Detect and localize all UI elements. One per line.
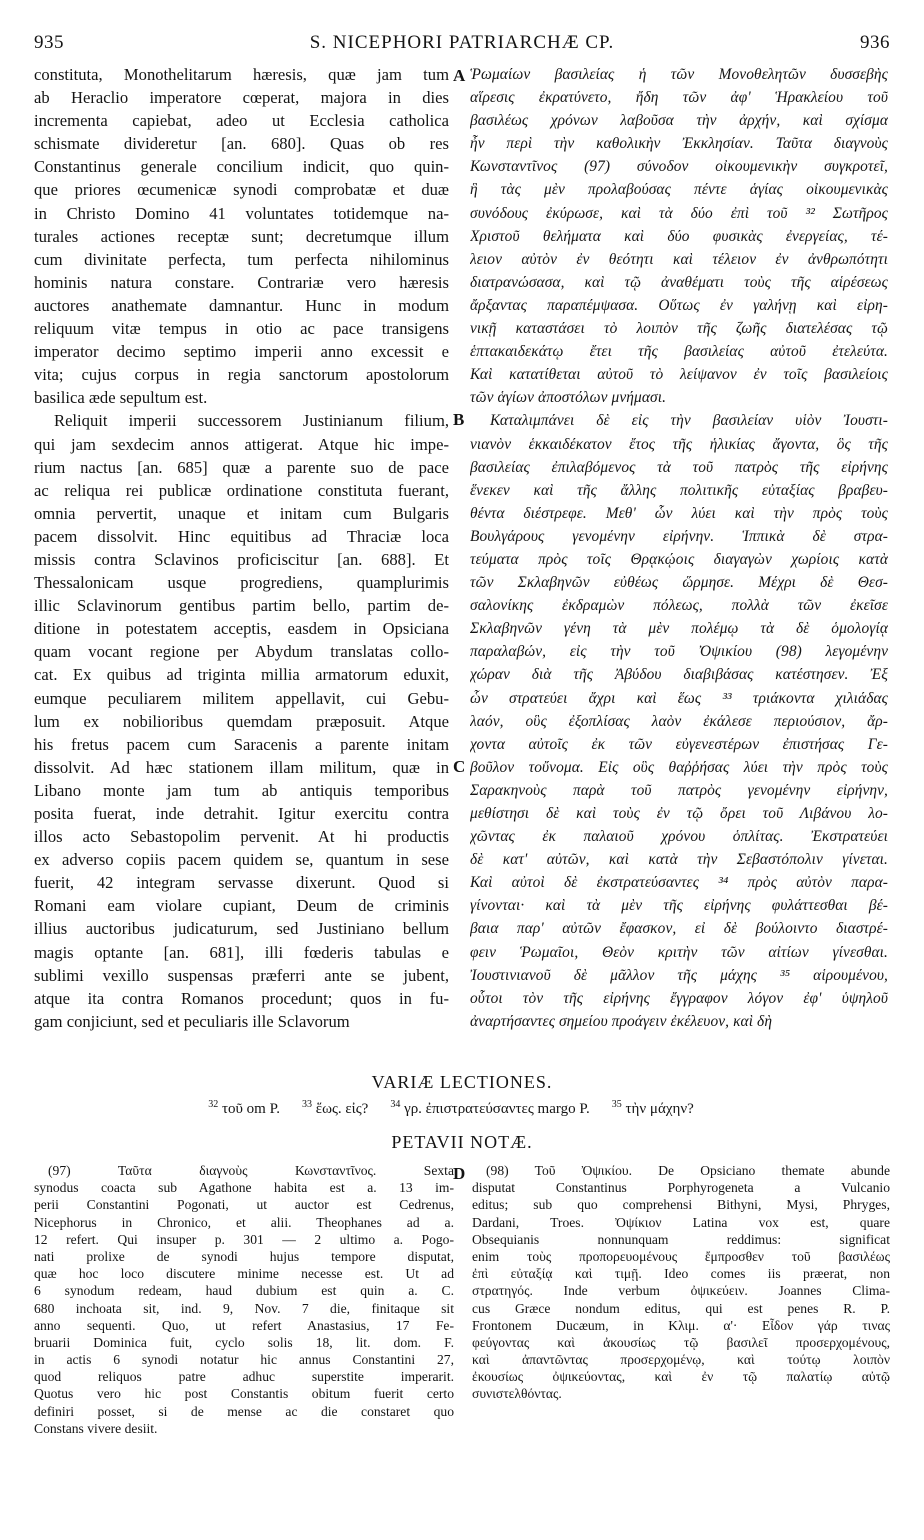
variant-text: τὴν μάχην? xyxy=(621,1101,694,1117)
latin-text-line: illic Sclavinorum gentibus partim bello, partim de- xyxy=(34,596,449,616)
latin-text-line: cum divinitate perfecta, tum perfecta nihilominus xyxy=(34,249,449,269)
greek-text-line: χώραν διὰ τῆς Ἀβύδου διαβιβάσας κατέστησεν. Ἐξ xyxy=(470,666,888,684)
note-line: bruarii Dominica fuit, cyclo solis 18, lit. dom. F. xyxy=(34,1334,454,1350)
greek-text-line: τῶν ἁγίων ἀποστόλων μνήμασι. xyxy=(470,389,667,407)
latin-text-line: posita fuerat, inde detrahit. Igitur exercitu contra xyxy=(34,804,449,823)
greek-text-line: Ῥωμαίων βασιλείας ἡ τῶν Μονοθελητῶν δυσσεβὴς xyxy=(470,66,888,83)
greek-text-line: Σκλαβηνῶν γένη τὰ μὲν πολέμῳ τὰ δὲ ὁμολογίᾳ xyxy=(470,620,888,638)
note-line: (98) Τοῦ Ὀψικίου. De Opsiciano themate abunde xyxy=(486,1163,890,1178)
greek-text-line: Σαρακηνοὺς παρὰ τοῦ πατρὸς γενομένην εἰρήνην, xyxy=(470,781,888,799)
latin-text-line: basilica æde sepultum est. xyxy=(34,388,208,408)
greek-text-line: ἕνεκεν καὶ τῆς ἄλλης πολιτικῆς εὐταξίας βραβευ- xyxy=(470,481,888,499)
variant-number: 33 xyxy=(302,1099,313,1110)
note-line: synodus coacta sub Agathone habita est a. 13 im- xyxy=(34,1180,454,1196)
greek-text-line: ἑπτακαιδεκάτῳ ἔτει τῆς βασιλείας αὐτοῦ ἐτελεύτα. xyxy=(470,343,888,361)
note-line: perii Constantini Pogonati, ut auctor est Cedrenus, xyxy=(34,1197,454,1213)
note-line: in actis 6 synodi notatur hic annus Constantini 27, xyxy=(34,1352,454,1368)
margin-marker-c: C xyxy=(453,757,466,776)
variant-number: 32 xyxy=(208,1099,219,1110)
greek-text-line: βαια παρ' αὐτῶν ἔφασκον, εἰ δὲ βούλοιντο διαστρέ- xyxy=(470,920,888,938)
variant-entry xyxy=(208,1101,280,1117)
greek-text-line: νικῇ καταστάσει τὸ λοιπὸν τῆς ζωῆς διατελέσας τῷ xyxy=(470,320,888,338)
latin-text-line: que priores œcumenicæ synodi comprobatæ et duæ xyxy=(34,180,449,200)
greek-text-line: Χριστοῦ θελήματα καὶ δύο φυσικὰς ἐνεργείας, τέ- xyxy=(470,227,888,245)
latin-text-line: omnia pervertit, unaque et initam cum Bulgaris xyxy=(34,503,449,523)
note-98-column xyxy=(472,1162,890,1403)
latin-text-line: atque ita contra Romanos procedunt; quos in fu- xyxy=(34,988,449,1008)
petavii-notae-title: PETAVII NOTÆ. xyxy=(391,1132,533,1152)
note-line: Constans vivere desiit. xyxy=(34,1420,158,1436)
latin-column xyxy=(34,63,449,1033)
greek-text-line: ὧν στρατεύει ἄχρι καὶ ἕως ³³ τριάκοντα χιλιάδας xyxy=(470,689,888,707)
latin-text-line: qui jam sexdecim annos attigerat. Atque hic impe- xyxy=(34,434,449,454)
greek-text-line: χῶντας ἐκ παλαιοῦ χρόνου ὁπλίτας. Ἐκστρατεύει xyxy=(470,828,888,846)
latin-text-line: Reliquit imperii successorem Justinianum filium, xyxy=(54,411,449,431)
note-line: καὶ ἀπαντῶντας προσερχομένῳ, καὶ τούτῳ λοιπὸν xyxy=(472,1352,890,1368)
note-line: enim τοὺς προπορευομένους ἔμπροσθεν τοῦ βασιλέως xyxy=(472,1248,890,1264)
latin-text-line: Libano monte jam tum ab antiquis temporibus xyxy=(34,780,449,800)
greek-text-line: φειν Ῥωμαῖοι, Θεὸν κριτὴν τῶν αἰτίων γίνεσθαι. xyxy=(470,943,888,961)
variant-readings xyxy=(60,1099,864,1118)
greek-text-line: Κωνσταντῖνος (97) σύνοδον οἰκουμενικὴν συγκροτεῖ, xyxy=(470,158,888,176)
note-line: φεύγοντας καὶ ἀκουσίως τῷ βασιλεῖ προσερχομένους, xyxy=(472,1334,890,1350)
note-line: Nicephorus in Chronico, et alii. Theophanes ad a. xyxy=(34,1214,454,1230)
greek-column xyxy=(470,63,888,1033)
greek-text-line: βοῦλον τοὔνομα. Εἰς οὓς θαῤῥήσας λύει τὴν πρὸς τοὺς xyxy=(470,758,888,776)
greek-text-line: Ἰουστινιανοῦ δὲ μᾶλλον τῆς μάχης ³⁵ αἱρουμένου, xyxy=(470,966,888,984)
greek-text-line: οὗτοι τὸν τῆς εἰρήνης ἔγγραφον λόγον ἐφ' ὑψηλοῦ xyxy=(470,989,888,1007)
running-head: S. NICEPHORI PATRIARCHÆ CP. xyxy=(309,32,615,53)
latin-text-line: constituta, Monothelitarum hæresis, quæ jam tum xyxy=(34,65,449,84)
latin-text-line: incrementa capiebat, adeo ut Ecclesia catholica xyxy=(34,111,449,131)
greek-text-line: παραλαβών, εἰς τὴν τοῦ Ὀψικίου (98) λεγομένην xyxy=(470,643,888,661)
greek-text-line: Βουλγάρους γενομένην εἰρήνην. Ἱππικὰ δὲ στρα- xyxy=(470,527,888,545)
note-line: συνιστελθόντας. xyxy=(472,1386,562,1402)
greek-text-line: Καὶ αὐτοὶ δὲ ἐκστρατεύσαντες ³⁴ πρὸς αὐτὸν παρα- xyxy=(470,874,888,892)
margin-marker-b: B xyxy=(453,410,465,429)
latin-text-line: missis contra Sclavinos proficiscitur [an. 688]. Et xyxy=(34,549,449,569)
note-97-column xyxy=(34,1162,454,1437)
margin-marker-d: D xyxy=(453,1164,466,1183)
note-line: nati prolixe de synodi hujus tempore disputat, xyxy=(34,1248,454,1264)
greek-text-line: Καταλιμπάνει δὲ εἰς τὴν βασιλείαν υἱὸν Ἰουστι- xyxy=(490,412,888,430)
greek-text-line: θέντα διέστρεφε. Μεθ' ὧν λύει καὶ τὴν πρὸς τοὺς xyxy=(470,504,888,522)
latin-text-line: his fretus pacem cum Saracenis a parente initam xyxy=(34,734,449,754)
variant-text: ἕως. εἰς? xyxy=(312,1101,369,1117)
note-line: στρατηγός. Inde verbum ὀψικεύειν. Joannes Clima- xyxy=(472,1283,890,1299)
latin-text-line: in Christo Domino 41 voluntates totidemque na- xyxy=(34,203,449,223)
note-line: quod reliquos patre adhuc superstite imperarit. xyxy=(34,1369,454,1385)
note-line: Dardani, Troes. Ὀψίκιον Latina vox est, quare xyxy=(472,1214,890,1230)
variant-entry xyxy=(390,1101,589,1117)
greek-text-line: αἵρεσις ἐκρατύνετο, ἤδη τῶν ἀφ' Ἡρακλείου τοῦ xyxy=(470,89,888,107)
note-line: ἐπὶ εὐταξίᾳ καὶ τιμῇ. Ideo comes iis præerat, non xyxy=(472,1266,890,1282)
note-line: definiri posset, si de mense ac die constaret quo xyxy=(34,1403,454,1419)
note-line: 680 inchoata sit, ind. 9, Nov. 7 die, finitaque sit xyxy=(34,1300,454,1316)
greek-text-line: ἦν περὶ τὴν καθολικὴν Ἐκκλησίαν. Ταῦτα διαγνοὺς xyxy=(470,135,888,153)
note-line: editus; sub quo comprehensi Bithyni, Mysi, Phryges, xyxy=(472,1197,890,1213)
note-line: 6 synodum redeam, haud dubium est quin a. C. xyxy=(34,1283,454,1299)
latin-text-line: auctores anathemate damnantur. Hunc in modum xyxy=(34,295,449,315)
greek-text-line: λαόν, οὓς ἐξοπλίσας λαὸν ἐκάλεσε περιούσιον, ἄρ- xyxy=(470,712,888,730)
page-number-left: 935 xyxy=(34,32,64,53)
latin-text-line: ex adverso copiis pacem quidem se, quantum in sese xyxy=(34,850,449,870)
latin-text-line: pacem dissolvit. Hinc equitibus ad Thraciæ loca xyxy=(34,526,449,546)
latin-text-line: illius auctoribus judicaturum, sed Justiniano bellum xyxy=(34,919,449,939)
greek-text-line: νιανὸν ἑκκαιδέκατον ἔτος τῆς ἡλικίας ἄγοντα, ὃς τῆς xyxy=(470,435,888,453)
greek-text-line: μεθίστησι δὲ καὶ τοὺς ἐν τῷ ὄρει τοῦ Λιβάνου λο- xyxy=(470,805,888,822)
greek-text-line: χοντα αὐτοῖς ἐκ τῶν εὐγενεστέρων ἐπιστήσας Γε- xyxy=(470,735,888,753)
greek-text-line: ἣ τὰς μὲν προλαβούσας πέντε ἁγίας οἰκουμενικὰς xyxy=(470,181,888,199)
variant-entry xyxy=(302,1101,368,1117)
latin-text-line: hominis natura constare. Contrariæ vero hæresis xyxy=(34,272,449,292)
note-line: anno sequenti. Quo, ut refert Anastasius, 17 Fe- xyxy=(34,1317,454,1333)
greek-text-line: τεύματα πρὸς τοῖς Θρᾳκῴοις διαγαγὼν χωρίοις κατὰ xyxy=(470,550,888,568)
latin-text-line: vita; cujus corpus in regia sanctorum apostolorum xyxy=(34,365,449,385)
note-line: quæ hoc loco discutere minime necesse est. Ut ad xyxy=(34,1266,454,1282)
latin-text-line: cat. Ex quibus ad triginta millia armatorum eduxit, xyxy=(34,665,449,685)
note-line: (97) Ταῦτα διαγνοὺς Κωνσταντῖνος. Sexta xyxy=(48,1163,454,1178)
latin-text-line: dissolvit. Ad hæc stationem illam militum, quæ in xyxy=(34,757,449,777)
greek-text-line: βασιλείας ἐπιλαβόμενος τὰ τοῦ πατρὸς τῆς εἰρήνης xyxy=(470,458,888,476)
greek-text-line: Καὶ κατατίθεται αὐτοῦ τὸ λείψανον ἐν τοῖς βασιλείοις xyxy=(470,366,888,384)
note-line: Frontonem Ducæum, in Κλιμ. α'· Εἶδον γάρ τινας xyxy=(472,1317,890,1333)
greek-text-line: διατρανώσασα, καὶ τῷ ἀναθέματι τοὺς τῆς αἱρέσεως xyxy=(470,273,888,291)
greek-text-line: ἀναρτήσαντες σημείου προάγειν ἐκέλευον, καὶ δὴ xyxy=(470,1012,773,1030)
greek-text-line: λειον αὐτὸν ἐν θεότητι καὶ τέλειον ἐν ἀνθρωπότητι xyxy=(470,250,888,268)
greek-text-line: γίνονται· καὶ τὰ μὲν τῆς εἰρήνης φυλάττεσθαι βέ- xyxy=(470,897,888,915)
latin-text-line: gam conjiciunt, sed et peculiaris ille Sclavorum xyxy=(34,1011,350,1031)
latin-text-line: rium nactus [an. 685] quæ a parente suo de pace xyxy=(34,457,449,477)
variant-number: 34 xyxy=(390,1099,401,1110)
variant-number: 35 xyxy=(611,1099,622,1110)
latin-text-line: turales actiones receptæ sunt; decretumque illum xyxy=(34,226,449,246)
latin-text-line: Thessalonicam usque progrediens, quamplurimis xyxy=(34,573,449,593)
variant-entry xyxy=(612,1101,694,1117)
greek-text-line: δὲ κατ' αὐτῶν, καὶ κατὰ τὴν Σεβαστόπολιν γίνεται. xyxy=(470,851,888,869)
note-line: disputat Constantinus Porphyrogeneta a Vulcanio xyxy=(472,1180,890,1196)
latin-text-line: lum ex nobilioribus quemdam præposuit. Atque xyxy=(34,711,449,731)
latin-text-line: imperator decimo septimo imperii anno excessit e xyxy=(34,342,449,362)
latin-text-line: reliquum vitæ tempus in otio ac pace transigens xyxy=(34,319,449,339)
latin-text-line: eumque peculiarem militem appellavit, cui Gebu- xyxy=(34,688,449,708)
note-line: ἐκουσίως ὀψικεύοντας, καὶ ἐν τῷ παλατίῳ αὐτῷ xyxy=(472,1369,890,1385)
latin-text-line: ac reliqua rei publicæ ordinatione constituta fuerant, xyxy=(34,480,449,500)
greek-text-line: βασιλέως χρόνων λαβοῦσα τὴν ἀρχήν, καὶ σχίσμα xyxy=(470,112,888,130)
latin-text-line: Romani eam violare cupiant, Deum de criminis xyxy=(34,896,449,916)
page-number-right: 936 xyxy=(860,32,890,53)
latin-text-line: magis optante [an. 681], illi fœderis tabulas e xyxy=(34,942,449,962)
variae-lectiones-title: VARIÆ LECTIONES. xyxy=(371,1072,553,1092)
latin-text-line: Constantinus generale concilium indicit, quo quin- xyxy=(34,157,449,177)
latin-text-line: sublimi vexillo suspensas præferri ante se jubent, xyxy=(34,965,449,985)
latin-text-line: quam vocant regione per Abydum translatas collo- xyxy=(34,642,449,662)
note-line: Obsequianis nonnunquam reddimus: significat xyxy=(472,1231,890,1247)
latin-text-line: fuerit, 42 integram servasse dixerunt. Quod si xyxy=(34,873,449,893)
greek-text-line: ἄρξαντας παραπέμψασα. Οὕτως ἐν γαλήνῃ καὶ εἰρη- xyxy=(470,296,888,314)
greek-text-line: σαλονίκης ἐκδραμὼν πόλεως, πολλὰ τῶν ἐκεῖσε xyxy=(470,597,888,615)
note-line: cus Græce nondum editus, qui est penes R. P. xyxy=(472,1300,890,1316)
latin-text-line: ab Heraclio imperatore cœperat, majora in dies xyxy=(34,88,449,108)
note-line: 12 refert. Qui insuper p. 301 — 2 ultimo a. Pogo- xyxy=(34,1231,454,1247)
note-line: Quotus vero hic post Constantis obitum fuerit certo xyxy=(34,1386,454,1402)
variant-text: γρ. ἐπιστρατεύσαντες margo P. xyxy=(400,1101,590,1117)
greek-text-line: τῶν Σκλαβηνῶν εὐθέως ὥρμησε. Μέχρι δὲ Θεσ- xyxy=(470,574,888,592)
page-header xyxy=(34,32,890,62)
latin-text-line: illos acto Sebastopolim pervenit. At hi productis xyxy=(34,827,449,847)
margin-marker-a: A xyxy=(453,66,466,85)
variant-text: τοῦ om P. xyxy=(218,1101,281,1117)
greek-text-line: συνόδους ἐκύρωσε, καὶ τὰ δύο ἐπὶ τοῦ ³² Σωτῆρος xyxy=(470,204,888,222)
latin-text-line: ditione in potestatem acceptis, easdem in Opsiciana xyxy=(34,619,449,639)
latin-text-line: schismate divideretur [an. 680]. Quas ob res xyxy=(34,134,449,154)
